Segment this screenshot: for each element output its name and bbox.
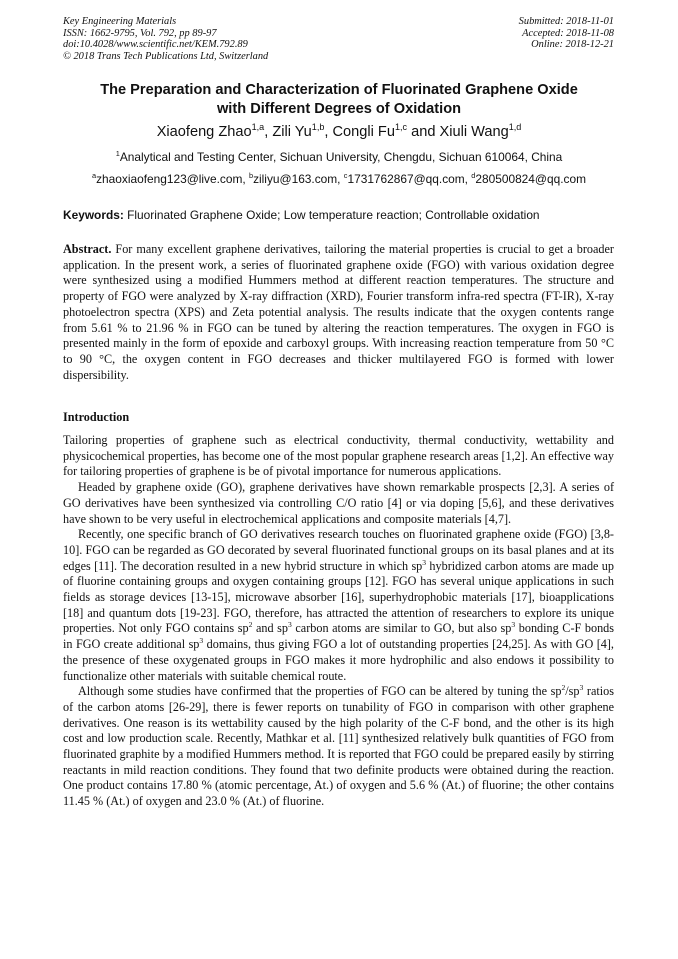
accepted-date: Accepted: 2018-11-08 [522, 27, 614, 39]
author-affil-sup: 1,b [311, 122, 325, 133]
text-run: hybridized carbon atoms are made up of fluorine containing groups and oxygen containing groups [12]. FGO has several unique applications in such fields as storage devices [13-15], microwave absorber [16], superhydrophobic materials [17], bioapplications [18] and quantum dots [19-23]. FGO, therefore, has attracted the attention of researchers to explore its unique properties. Not only FGO contains sp [63, 558, 614, 636]
superscript: 3 [511, 620, 516, 630]
superscript: 3 [422, 557, 427, 567]
affiliation-text: Analytical and Testing Center, Sichuan University, Chengdu, Sichuan 610064, China [119, 150, 563, 164]
submitted-date: Submitted: 2018-11-01 [518, 16, 614, 27]
email-d: 280500824@qq.com [475, 172, 586, 186]
superscript: 2 [248, 620, 253, 630]
doi-line: doi:10.4028/www.scientific.net/KEM.792.89 [63, 39, 248, 51]
text-run: bonding C-F bonds in FGO create additional sp [63, 621, 614, 652]
superscript: 3 [579, 683, 584, 693]
author-separator: , [324, 124, 333, 140]
superscript: 3 [199, 636, 204, 646]
text-run: Recently, one specific branch of GO derivatives research touches on fluorinated graphene oxide (FGO) [3,8-10]. FGO can be regarded as GO decorated by several fluorinated functional groups on its basal planes and at its edges [11]. The decoration resulted in a new hybrid structure in which sp [63, 527, 614, 573]
email-a: zhaoxiaofeng123@live.com, [96, 172, 249, 186]
author-affil-sup: 1,d [508, 122, 522, 133]
email-sup: b [248, 171, 254, 181]
author-name: Xiuli Wang [439, 124, 509, 140]
text-run: carbon atoms are similar to GO, but also sp [291, 621, 512, 636]
abstract [63, 242, 614, 383]
copyright-line: © 2018 Trans Tech Publications Ltd, Switzerland [63, 50, 269, 62]
keywords [63, 208, 615, 223]
affiliation [63, 150, 615, 165]
author-name: Zili Yu [272, 124, 312, 140]
intro-paragraph-3 [63, 527, 614, 684]
dates-header [519, 16, 614, 51]
author-list [63, 123, 615, 141]
email-sup: a [92, 171, 97, 181]
keywords-text: Fluorinated Graphene Oxide; Low temperature reaction; Controllable oxidation [123, 208, 540, 222]
abstract-label: Abstract. [63, 242, 112, 256]
author-separator: , [264, 124, 273, 140]
text-run: and sp [252, 621, 288, 636]
online-date: Online: 2018-12-21 [531, 39, 614, 51]
text-run: ratios of the carbon atoms [26-29], there is fewer reports on tunability of FGO in comparison with other graphene derivatives. One reason is its wettability caused by the high polarity of the C-F bond, and the other is its high cost and low production scale. Recently, Mathkar et al. [11] synthesized relatively bulk quantities of FGO from fluorinated graphite by a modified Hummers method. It is reported that FGO could be prepared easily by stirring reactants in mild reaction conditions. They found that two definite products were obtained during the reaction. One product contains 17.80 % (atomic percentage, At.) of oxygen and 5.6 % (At.) of fluorine; the other contains 11.45 % (At.) of oxygen and 23.0 % (At.) of fluorine. [63, 684, 614, 809]
author-affil-sup: 1,c [394, 122, 408, 133]
abstract-text: For many excellent graphene derivatives, tailoring the material properties is crucial to get a broader application. In the present work, a series of fluorinated graphene oxide (FGO) with various oxidation degree were synthesized using a modified Hummers method at different reaction temperatures. The structure and property of FGO were analyzed by X-ray diffraction (XRD), Fourier transform infra-red spectra (FT-IR), X-ray photoelectron spectra (XPS) and Zeta potential analysis. The results indicate that the oxygen contents range from 5.61 % to 21.96 % in FGO can be tuned by altering the reaction temperatures. The oxygen in FGO is presented mainly in the form of epoxide and carboxyl groups. With increasing reaction temperature from 50 °C to 90 °C, the oxygen content in FGO decreases and thicker multilayered FGO is formed with lower dispersibility. [63, 242, 614, 382]
affiliation-sup: 1 [115, 149, 120, 159]
title-line-2: with Different Degrees of Oxidation [216, 101, 462, 117]
issn-line: ISSN: 1662-9795, Vol. 792, pp 89-97 [63, 27, 217, 39]
title-line-1: The Preparation and Characterization of Fluorinated Graphene Oxide [100, 82, 578, 98]
author-name: Xiaofeng Zhao [156, 124, 252, 140]
author-separator: and [407, 124, 440, 140]
author-name: Congli Fu [332, 124, 395, 140]
intro-paragraph-2: Headed by graphene oxide (GO), graphene derivatives have shown remarkable prospects [2,3]. A series of GO derivatives have been synthesized via controlling C/O ratio [4] or via doping [5,6], and these derivatives have shown to be very useful in electrochemical applications and composite materials [4,7]. [63, 480, 614, 526]
introduction-heading: Introduction [63, 410, 130, 424]
superscript: 3 [288, 620, 292, 630]
keywords-label: Keywords: [63, 208, 124, 222]
text-run: /sp [565, 684, 580, 699]
email-sup: d [471, 171, 476, 181]
paper-title [63, 81, 615, 119]
journal-name: Key Engineering Materials [63, 16, 177, 27]
email-b: ziliyu@163.com, [253, 172, 344, 186]
author-affil-sup: 1,a [251, 122, 265, 133]
text-run: Although some studies have confirmed that the properties of FGO can be altered by tuning the sp [78, 684, 562, 699]
email-c: 1731762867@qq.com, [347, 172, 472, 186]
author-emails [63, 172, 615, 187]
intro-paragraph-4 [63, 684, 614, 810]
text-run: domains, thus giving FGO a lot of outstanding properties [24,25]. As with GO [4], the presence of these oxygenated groups in FGO makes it more hydrophilic and also endows it possibility to functionalize other materials with suitable chemical route. [63, 637, 614, 683]
superscript: 2 [561, 683, 566, 693]
introduction-body [63, 433, 614, 810]
email-sup: c [343, 171, 348, 181]
intro-paragraph-1: Tailoring properties of graphene such as electrical conductivity, thermal conductivity, wettability and physicochemical properties, has become one of the most popular graphene research areas [1,2]. An effective way for tailoring properties of graphene is be of pivotal importance for numerous applications. [63, 433, 614, 479]
journal-header [63, 16, 268, 62]
